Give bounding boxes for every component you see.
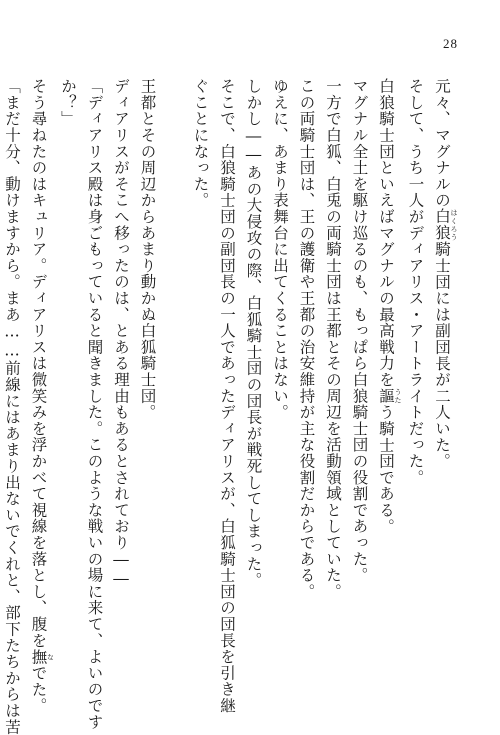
page-number: 28 bbox=[443, 36, 458, 51]
text-line: 「ディアリス殿は身ごもっていると聞きました。このような戦いの場に来て、よいのです bbox=[85, 78, 104, 730]
section-break bbox=[161, 78, 188, 670]
text-line: 王都とその周辺からあまり動かぬ白狐騎士団。 bbox=[138, 78, 157, 421]
text-line: 白狼騎士団といえばマグナルの最高戦力を謳 うたう騎士団である。 bbox=[377, 78, 402, 535]
text-line: 「まだ十分、動けますから。まあ……前線にはあまり出ないでくれと、部下たちからは苦 bbox=[3, 78, 21, 735]
text-line: しかし――あの大侵攻の際、白狐騎士団の団長が戦死してしまった。 bbox=[244, 78, 263, 589]
furigana-reading: な bbox=[46, 648, 55, 665]
text-line: マグナル全土を駆け巡るのも、もっぱら白狼騎士団の役割であった。 bbox=[350, 78, 369, 584]
furigana: 謳 うた bbox=[377, 387, 402, 405]
text-line: この両騎士団は、王の護衛や王都の治安維持が主な役割だからである。 bbox=[297, 78, 316, 600]
furigana-reading: はくろう bbox=[450, 208, 458, 241]
text-line: 元々、マグナルの白狼 はくろう騎士団には副団長が二人いた。 bbox=[433, 78, 458, 470]
text-line: そして、うち一人がディアリス・アートライトだった。 bbox=[406, 78, 425, 486]
novel-text-block bbox=[0, 78, 458, 735]
text-line: そう尋ねたのはキュリア。ディアリスは微笑みを浮かべて視線を落とし、腹を撫 なでた。 bbox=[29, 78, 55, 714]
text-line: そこで、白狼騎士団の副団長の一人であったディアリスが、白狐騎士団の団長を引き継 bbox=[218, 78, 236, 714]
text-line: ぐことになった。 bbox=[191, 78, 210, 209]
furigana: 撫 な bbox=[29, 648, 55, 665]
text-line: ゆえに、あまり表舞台に出てくることはない。 bbox=[271, 78, 289, 421]
text-line: か？」 bbox=[59, 78, 77, 127]
furigana: 白狼 はくろう bbox=[433, 208, 458, 242]
furigana-reading: うた bbox=[394, 387, 402, 405]
text-line: ディアリスがそこへ移ったのは、とある理由もあるとされており―― bbox=[112, 78, 130, 589]
text-line: 一方で白狐、白兎の両騎士団は王都とその周辺を活動領域としていた。 bbox=[324, 78, 342, 600]
